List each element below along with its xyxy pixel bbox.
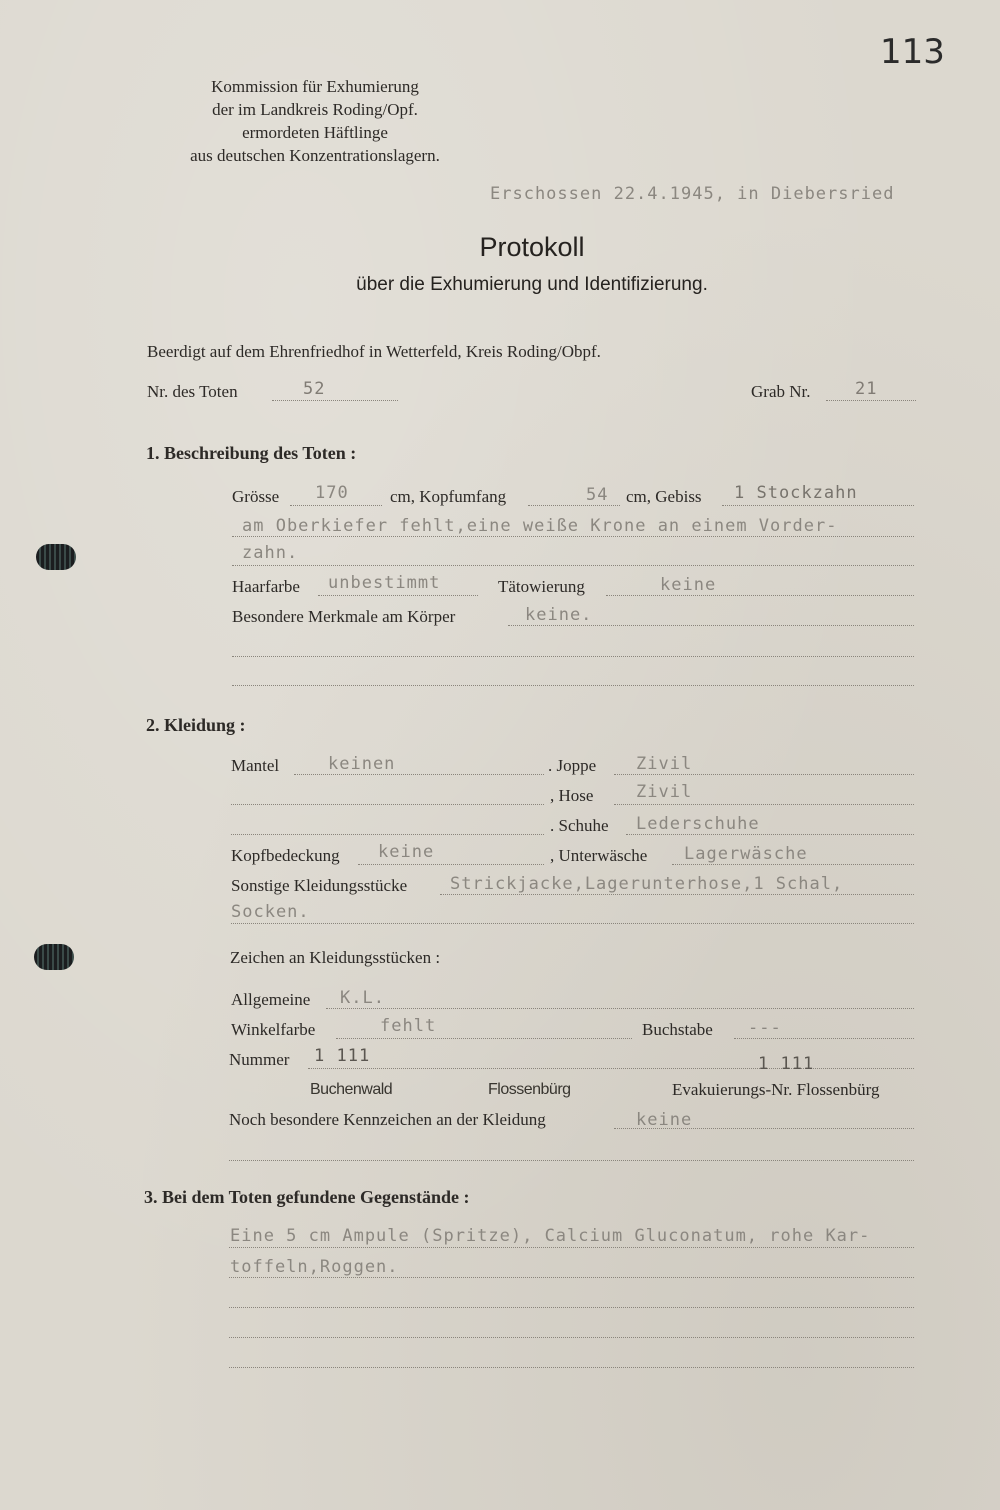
punch-hole [36,544,76,570]
haarfarbe-label: Haarfarbe [232,577,300,596]
camp-buchenwald: Buchenwald [310,1081,393,1098]
buchstabe-value: --- [748,1018,782,1038]
camp-flossenbuerg: Flossenbürg [488,1081,571,1098]
field-line [294,774,544,775]
gegenstaende-line: Eine 5 cm Ampule (Spritze), Calcium Gluconatum, rohe Kar- [230,1226,871,1246]
winkelfarbe-value: fehlt [380,1016,437,1036]
joppe-value: Zivil [636,754,693,774]
commission-line: der im Landkreis Roding/Opf. [212,100,418,119]
field-line [308,1068,914,1069]
nummer-value-flossenbuerg: 1 111 [758,1054,815,1074]
groesse-label: Grösse [232,487,280,506]
gebiss-value-cont: am Oberkiefer fehlt,eine weiße Krone an einem Vorder- [242,516,838,536]
haarfarbe-value: unbestimmt [328,573,441,593]
field-line [290,505,382,506]
sonstige-label: Sonstige Kleidungsstücke [231,876,408,895]
merkmale-label: Besondere Merkmale am Körper [232,607,456,626]
nummer-label: Nummer [229,1050,290,1069]
field-line [272,400,398,401]
groesse-value: 170 [315,483,349,503]
field-line [606,595,914,596]
field-line [229,1367,914,1368]
field-line [358,864,544,865]
field-line [626,834,914,835]
page-number: 113 [880,32,945,72]
zeichen-label: Zeichen an Kleidungsstücken : [230,948,441,967]
kopfumfang-value: 54 [586,485,609,505]
grab-nr-label: Grab Nr. [751,382,811,401]
schuhe-value: Lederschuhe [636,814,760,834]
mantel-label: Mantel [231,756,280,775]
field-line [614,804,914,805]
field-line [229,1337,914,1338]
merkmale-value: keine. [525,605,593,625]
taetowierung-label: Tätowierung [498,577,585,596]
taetowierung-value: keine [660,575,717,595]
punch-hole [34,944,74,970]
unterwaesche-label: , Unterwäsche [550,846,648,865]
hose-label: , Hose [550,786,594,805]
field-line [231,834,544,835]
document-title: Protokoll [479,232,585,262]
gegenstaende-line: toffeln,Roggen. [230,1257,399,1277]
field-line [231,804,544,805]
evakuierung-label: Evakuierungs-Nr. Flossenbürg [672,1080,880,1099]
gebiss-value: 1 Stockzahn [734,483,858,503]
noch-value: keine [636,1110,693,1130]
schuhe-label: . Schuhe [550,816,609,835]
mantel-value: keinen [328,754,396,774]
field-line [440,894,914,895]
gebiss-label: cm, Gebiss [626,487,702,506]
commission-line: ermordeten Häftlinge [242,123,388,142]
hose-value: Zivil [636,782,693,802]
commission-line: aus deutschen Konzentrationslagern. [190,146,440,165]
grab-nr-value: 21 [855,379,878,399]
document-subtitle: über die Exhumierung und Identifizierung. [356,274,708,295]
field-line [672,864,914,865]
field-line [232,565,914,566]
kopfbedeckung-label: Kopfbedeckung [231,846,340,865]
field-line [232,656,914,657]
field-line [229,1277,914,1278]
allgemeine-label: Allgemeine [231,990,311,1009]
kopfbedeckung-value: keine [378,842,435,862]
noch-label: Noch besondere Kennzeichen an der Kleidung [229,1110,546,1129]
nummer-value-buchenwald: 1 111 [314,1046,371,1066]
unterwaesche-value: Lagerwäsche [684,844,808,864]
buchstabe-label: Buchstabe [642,1020,713,1039]
shot-note: Erschossen 22.4.1945, in Diebersried [490,184,895,204]
field-line [229,1160,914,1161]
field-line [722,505,914,506]
field-line [231,923,914,924]
field-line [614,774,914,775]
field-line [826,400,916,401]
section2-heading: 2. Kleidung : [146,715,246,735]
field-line [232,685,914,686]
allgemeine-value: K.L. [340,988,385,1008]
nr-toten-value: 52 [303,379,326,399]
kopfumfang-label: cm, Kopfumfang [390,487,507,506]
burial-text: Beerdigt auf dem Ehrenfriedhof in Wetterfeld, Kreis Roding/Obpf. [147,342,601,361]
field-line [318,595,478,596]
field-line [229,1307,914,1308]
field-line [229,1247,914,1248]
winkelfarbe-label: Winkelfarbe [231,1020,316,1039]
field-line [734,1038,914,1039]
field-line [326,1008,914,1009]
gebiss-value-cont: zahn. [242,543,299,563]
field-line [508,625,914,626]
section1-heading: 1. Beschreibung des Toten : [146,443,357,463]
field-line [336,1038,632,1039]
field-line [232,536,914,537]
sonstige-value: Strickjacke,Lagerunterhose,1 Schal, [450,874,844,894]
commission-line: Kommission für Exhumierung [211,77,419,96]
section3-heading: 3. Bei dem Toten gefundene Gegenstände : [144,1187,470,1207]
sonstige-value-cont: Socken. [231,902,310,922]
nr-toten-label: Nr. des Toten [147,382,238,401]
joppe-label: . Joppe [548,756,597,775]
field-line [528,505,620,506]
